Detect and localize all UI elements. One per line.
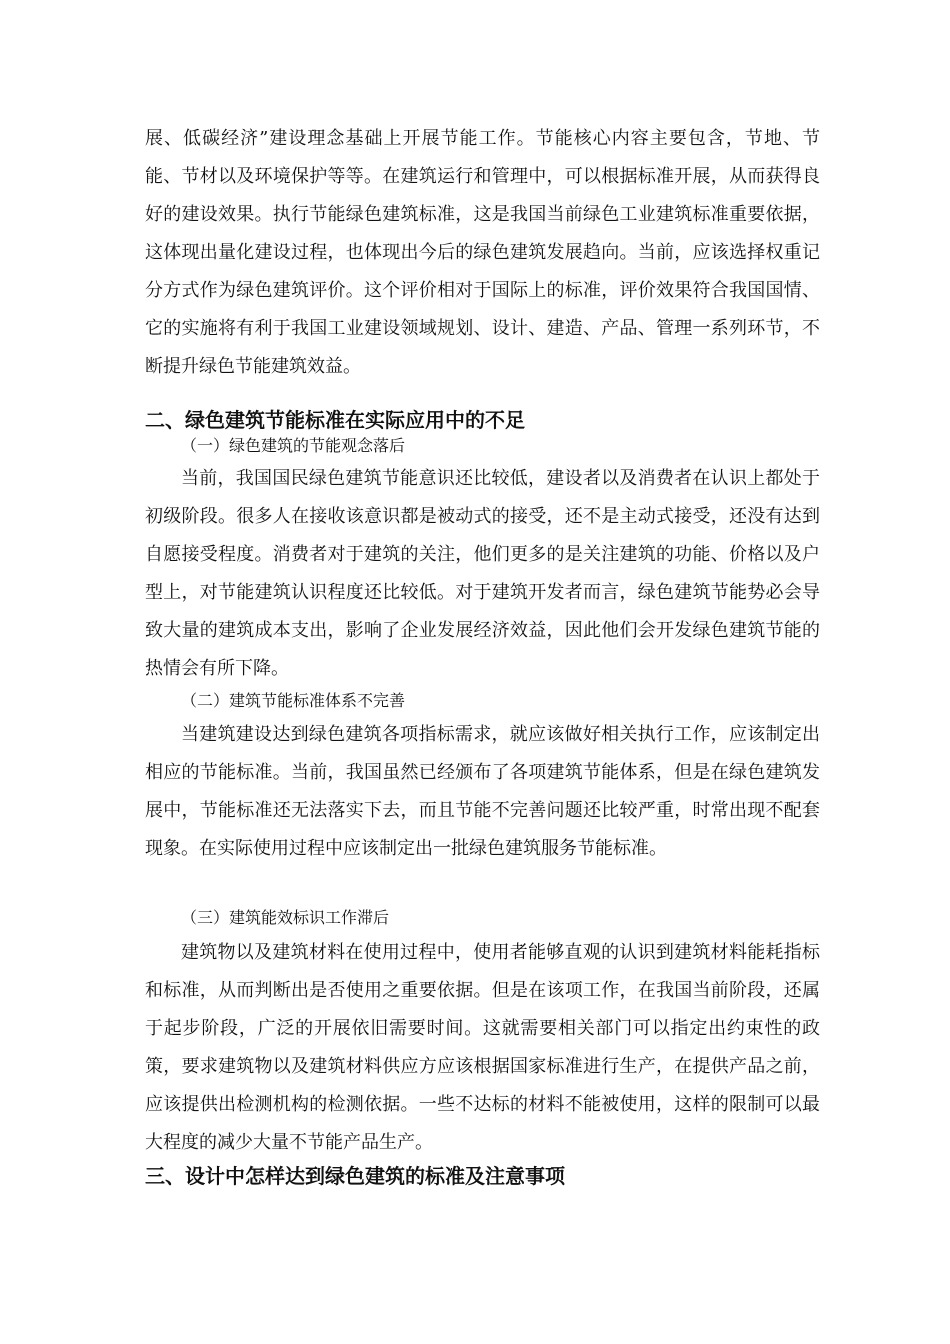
paragraph-intro-continued: 展、低碳经济”建设理念基础上开展节能工作。节能核心内容主要包含，节地、节能、节材以及环境保护等等。在建筑运行和管理中，可以根据标准开展，从而获得良好的建设效果。执行节能绿色建筑标准，这是我国当前绿色工业建筑标准重要依据，这体现出量化建设过程，也体现出今后的绿色建筑发展趋向。当前，应该选择权重记分方式作为绿色建筑评价。这个评价相对于国际上的标准，评价效果符合我国国情、它的实施将有利于我国工业建设领域规划、设计、建造、产品、管理一系列环节，不断提升绿色节能建筑效益。 [145,128,820,377]
sub-heading-3: （三）建筑能效标识工作滞后 [181,908,390,927]
paragraph-energy-label: 建筑物以及建筑材料在使用过程中，使用者能够直观的认识到建筑材料能耗指标和标准，从而判断出是否使用之重要依据。但是在该项工作，在我国当前阶段，还属于起步阶段，广泛的开展依旧需要时间。这就需要相关部门可以指定出约束性的政策，要求建筑物以及建筑材料供应方应该根据国家标准进行生产，在提供产品之前，应该提供出检测机构的检测依据。一些不达标的材料不能被使用，这样的限制可以最大程度的减少大量不节能产品生产。 [145,942,820,1153]
section-heading-3: 三、设计中怎样达到绿色建筑的标准及注意事项 [145,1164,565,1188]
paragraph-concept-lag: 当前，我国国民绿色建筑节能意识还比较低，建设者以及消费者在认识上都处于初级阶段。很多人在接收该意识都是被动式的接受，还不是主动式接受，还没有达到自愿接受程度。消费者对于建筑的关注，他们更多的是关注建筑的功能、价格以及户型上，对节能建筑认识程度还比较低。对于建筑开发者而言，绿色建筑节能势必会导致大量的建筑成本支出，影响了企业发展经济效益，因此他们会开发绿色建筑节能的热情会有所下降。 [145,468,820,679]
sub-heading-1: （一）绿色建筑的节能观念落后 [181,436,406,455]
paragraph-standard-system: 当建筑建设达到绿色建筑各项指标需求，就应该做好相关执行工作，应该制定出相应的节能标准。当前，我国虽然已经颁布了各项建筑节能体系，但是在绿色建筑发展中，节能标准还无法落实下去，而且节能不完善问题还比较严重，时常出现不配套现象。在实际使用过程中应该制定出一批绿色建筑服务节能标准。 [145,724,820,859]
section-heading-2: 二、绿色建筑节能标准在实际应用中的不足 [145,408,525,432]
sub-heading-2: （二）建筑节能标准体系不完善 [181,691,406,710]
